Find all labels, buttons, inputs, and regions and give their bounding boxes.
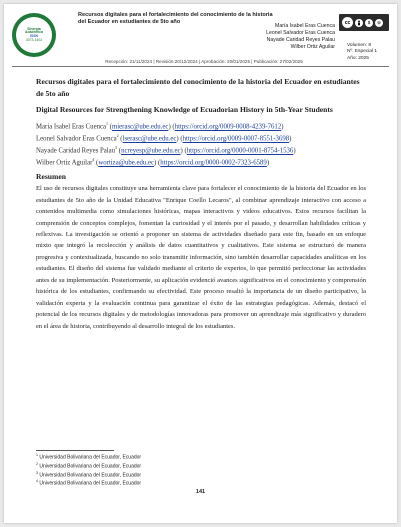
publication-dates: Recepción: 21/11/2024 | Revisión:20/12/2024 | Aprobación: 20/01/2025 | Publicación: 27/02/2025	[105, 59, 303, 64]
volume-line: Año: 2025	[347, 55, 369, 61]
header-divider	[12, 66, 389, 67]
footnotes	[36, 453, 141, 488]
author-name: Nayade Caridad Reyes Palau	[36, 147, 116, 155]
footnote-mark: 4	[36, 479, 38, 484]
author-name: Wilber Ortiz Aguilar	[36, 159, 93, 167]
footnote-text: Universidad Bolivariana del Ecuador, Ecuador	[39, 463, 142, 470]
page-number: 141	[195, 489, 206, 495]
logo-text-line2: Académica	[25, 30, 43, 35]
footnote	[36, 471, 141, 480]
author-orcid-link[interactable]: https://orcid.org/0000-0002-7323-6589	[160, 159, 267, 167]
author-email-link[interactable]: lserasc@ube.edu.ec	[122, 135, 177, 143]
volume-info	[347, 43, 377, 62]
author-affiliation-mark: 4	[92, 157, 95, 163]
footnote-divider	[36, 450, 114, 451]
author-affiliation-mark: 3	[115, 145, 118, 151]
author-entry: Wilber Ortiz Aguilar$^4$ (wortiza@ube.edu.ec) (https://orcid.org/0000-0002-7323-6589)	[36, 157, 270, 167]
footnote-text: Universidad Bolivariana del Ecuador, Ecuador	[39, 480, 142, 487]
author-email-link[interactable]: wortiza@ube.edu.ec	[98, 159, 155, 167]
header-author: Wilber Ortiz Aguilar	[290, 43, 335, 50]
author-list	[36, 121, 366, 169]
author-name: María Isabel Eras Cuenca	[36, 123, 107, 131]
journal-logo	[12, 13, 56, 57]
footnote-text: Universidad Bolivariana del Ecuador, Ecuador	[39, 454, 142, 461]
author-name: Leonel Salvador Eras Cuenca	[36, 135, 117, 143]
footnote-text: Universidad Bolivariana del Ecuador, Ecuador	[39, 472, 142, 479]
header-author-list	[266, 23, 335, 50]
header-author: Leonel Salvador Eras Cuenca	[266, 29, 335, 36]
author-orcid-link[interactable]: https://orcid.org/0009-0008-4239-7612	[174, 123, 282, 131]
cc-by-icon	[355, 19, 363, 27]
author-affiliation-mark: 1	[106, 121, 109, 127]
article-title-english: Digital Resources for Strengthening Knowledge of Ecuadorian History in 5th-Year Students	[36, 104, 333, 114]
footnote-mark: 2	[36, 461, 38, 466]
footnote-mark: 1	[36, 453, 38, 457]
article-title-spanish: Recursos digitales para el fortalecimiento del conocimiento de la historia del Ecuador en estudiantes de 5to año	[36, 77, 360, 98]
logo-center	[16, 17, 52, 53]
person-icon	[356, 20, 362, 26]
author-orcid-link[interactable]: https://orcid.org/0000-0001-8754-1536	[186, 147, 294, 155]
abstract-heading: Resumen	[36, 172, 66, 182]
article-body	[36, 76, 366, 332]
author-email-link[interactable]: ncreyesp@ube.edu.ec	[121, 147, 181, 155]
logo-ring	[12, 13, 56, 57]
volume-line: Volumen: 8	[347, 43, 372, 48]
running-title: Recursos digitales para el fortalecimiento del conocimiento de la historia del Ecuador en estudiantes de 5to año	[78, 12, 273, 26]
cc-logo-icon: cc	[342, 17, 353, 28]
footnote	[36, 462, 141, 471]
abstract-text: El uso de recursos digitales constituye una herramienta clave para fortalecer el conocimiento de la historia del Ecuador en los estudiantes de 5to año de la Unidad Educativa "Enrique Coello Lecaros", al combinar aprendizaje interactivo con acceso a contenidos multimedia como simulaciones históricas, mapas interactivos y videos educativos. Estos recursos facilitan la comprensión de conceptos complejos, fomentan la curiosidad y el interés por el pasado, y desarrollan habilidades críticas y reflexivas. La investigación se orientó a proponer un sistema de actividades diseñado para este fin, basado en un enfoque mixto que integró la recolección y análisis de datos cuantitativos y cualitativos. Este sistema se estructuró de manera progresiva y contextualizada, buscando no solo transmitir información, sino también desarrollar capacidades analíticas en los estudiantes. El diseño del sistema fue validado mediante el criterio de expertos, lo que permitió perfeccionar las actividades antes de su implementación. Posteriormente, su aplicación evidenció avances significativos en el conocimiento y comprensión histórica de los estudiantes, confirmando su efectividad. Este proceso resaltó la importancia de un diseño participativo, la validación experta y la evaluación continua para garantizar el éxito de las estrategias pedagógicas. Además, destacó el potencial de los recursos digitales y de metodologías innovadoras para promover un aprendizaje más significativo y duradero en el área de historia, contribuyendo al desarrollo integral de los estudiantes.	[36, 185, 366, 330]
logo-text-line4: 3073-1402	[25, 37, 43, 42]
cc-nc-icon: $	[365, 19, 373, 27]
header-author: María Isabel Eras Cuenca	[275, 23, 335, 29]
author-entry: Leonel Salvador Eras Cuenca$^2$ (lserasc@ube.edu.ec) (https://orcid.org/0009-0007-8551-3698)	[36, 133, 292, 143]
author-affiliation-mark: 2	[116, 133, 119, 139]
author-entry: Nayade Caridad Reyes Palau$^3$ (ncreyesp@ube.edu.ec) (https://orcid.org/0000-0001-8754-1536)	[36, 145, 296, 155]
logo-text-line3: ISSN	[30, 34, 38, 38]
volume-line: Nº. Especial 1	[347, 49, 378, 55]
footnote	[36, 453, 141, 462]
author-entry: María Isabel Eras Cuenca$^1$ (mierasc@ube.edu.ec) (https://orcid.org/0009-0008-4239-7612)	[36, 121, 284, 131]
author-email-link[interactable]: mierasc@ube.edu.ec	[111, 123, 169, 131]
author-orcid-link[interactable]: https://orcid.org/0009-0007-8551-3698	[182, 135, 290, 143]
document-page	[4, 4, 397, 523]
footnote-mark: 3	[36, 470, 38, 475]
header-author: Nayade Caridad Reyes Palau	[266, 36, 335, 43]
logo-text-line1: Sinergia	[27, 26, 41, 31]
footnote	[36, 479, 141, 488]
cc-license-badge[interactable]	[339, 14, 389, 31]
cc-sa-icon: ⊜	[375, 19, 383, 27]
